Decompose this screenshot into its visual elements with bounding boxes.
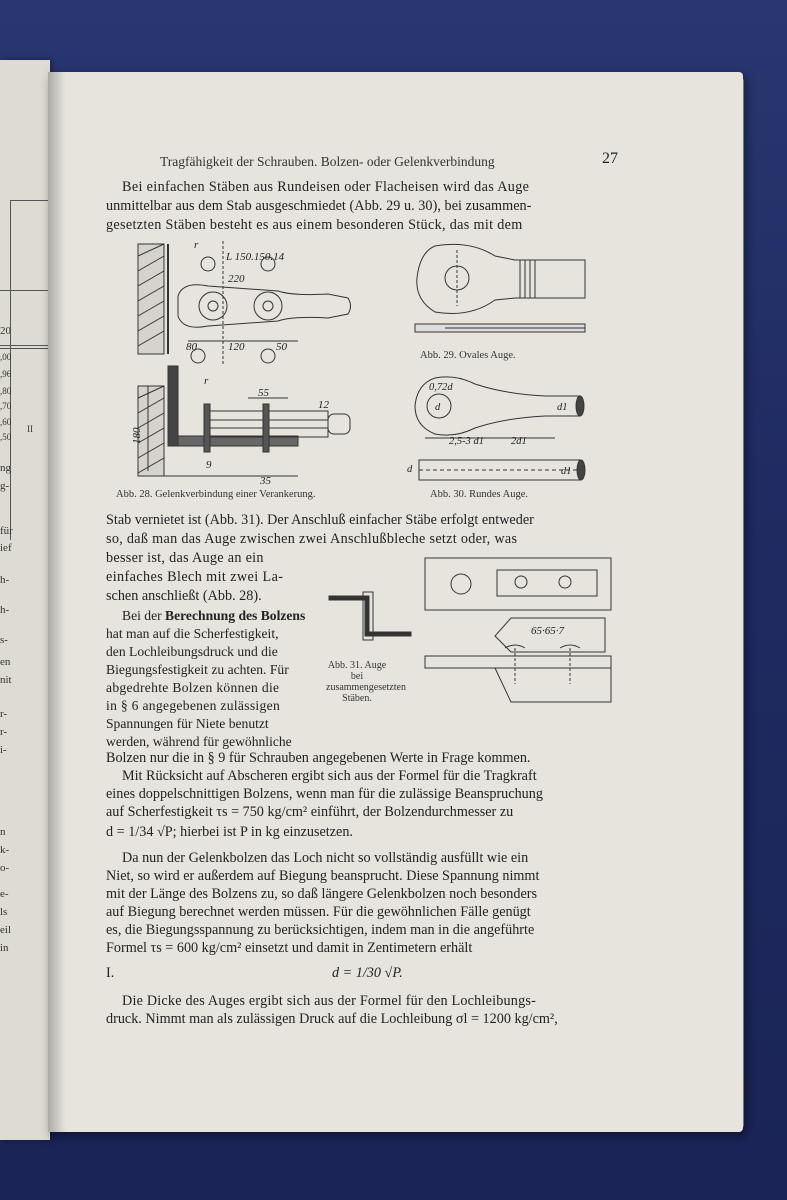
left-fragment: eil (0, 924, 11, 936)
text-line: auf Scherfestigkeit τs = 750 kg/cm² einführt, der Bolzendurchmesser zu (106, 804, 514, 820)
fig28-label: r (194, 239, 199, 251)
text-line: in § 6 angegebenen zulässigen (106, 698, 281, 713)
left-fragment: in (0, 942, 9, 954)
text-line: es, die Biegungsspannung zu berücksichtigen, indem man in die angeführte (106, 922, 535, 938)
fig28-label: 12 (318, 399, 329, 411)
left-page-edge (0, 60, 50, 1140)
text-line: Formel τs = 600 kg/cm² einsetzt und damit in Zentimetern erhält (106, 940, 473, 956)
figure-28-caption: Abb. 28. Gelenkverbindung einer Verankerung. (116, 489, 316, 500)
text-line: Da nun der Gelenkbolzen das Loch nicht so vollständig ausfüllt wie ein (122, 850, 529, 866)
text-line: druck. Nimmt man als zulässigen Druck auf die Lochleibung σl = 1200 kg/cm², (106, 1011, 558, 1027)
fig31-label: 65·65·7 (531, 625, 564, 637)
text-line: den Lochleibungsdruck und die (106, 644, 278, 659)
text-line: eines doppelschnittigen Bolzens, wenn man für die zulässige Beanspruchung (106, 786, 543, 802)
text-line: Niet, so wird er außerdem auf Biegung beansprucht. Diese Spannung nimmt (106, 868, 540, 884)
text-line: Biegungsfestigkeit zu achten. Für (106, 662, 289, 677)
left-fragment: k- (0, 844, 10, 856)
fig28-label: 50 (276, 341, 287, 353)
text-line: d = 1/34 √P; hierbei ist P in kg einzusetzen. (106, 824, 353, 840)
figure-30-caption: Abb. 30. Rundes Auge. (430, 489, 528, 500)
left-fragment: 20 (0, 325, 11, 337)
text-line: mit der Länge des Bolzens zu, so daß längere Gelenkbolzen noch besonders (106, 886, 538, 902)
fig28-label: 35 (260, 475, 271, 486)
fig28-label: 80 (186, 341, 197, 353)
left-fragment: ,96 (0, 369, 12, 379)
left-fragment: e- (0, 888, 9, 900)
table-rule (0, 290, 50, 291)
left-fragment: n (0, 826, 6, 838)
text-line: gesetzten Stäben besteht es aus einem besonderen Stück, das mit dem (106, 217, 523, 233)
text-line: besser ist, das Auge an ein (106, 550, 264, 566)
left-fragment: ief (0, 542, 12, 554)
text-line: unmittelbar aus dem Stab ausgeschmiedet (Abb. 29 u. 30), bei zusammen- (106, 198, 532, 214)
fig30-label: d1 (561, 466, 572, 477)
table-rule (10, 200, 50, 201)
fig28-label: 9 (206, 459, 212, 471)
text-line: Bei einfachen Stäben aus Rundeisen oder Flacheisen wird das Auge (122, 179, 530, 195)
text-line: so, daß man das Auge zwischen zwei Anschlußbleche setzt oder, was (106, 531, 518, 547)
fig28-label: 180 (131, 427, 143, 444)
text-line: Stab vernietet ist (Abb. 31). Der Anschluß einfacher Stäbe erfolgt entweder (106, 512, 534, 528)
left-fragment: h- (0, 604, 10, 616)
fig28-label: 55 (258, 387, 269, 399)
left-fragment: für (0, 525, 13, 537)
fig28-label: 220 (228, 273, 245, 285)
table-rule (0, 348, 50, 349)
left-fragment: ,80 (0, 386, 12, 396)
text-line: Spannungen für Niete benutzt (106, 716, 269, 731)
figure-31-caption: Abb. 31. Auge bei zusammengesetzten Stäben. (326, 660, 406, 704)
left-fragment: ,00 (0, 352, 12, 362)
left-fragment: o- (0, 862, 10, 874)
text-line: schen anschließt (Abb. 28). (106, 588, 262, 604)
emphasis-text: Berechnung des Bolzens (165, 608, 306, 623)
formula: d = 1/30 √P. (332, 965, 403, 981)
fig30-label: 0,72d (429, 382, 453, 393)
left-fragment: ls (0, 906, 8, 918)
left-fragment: r- (0, 708, 8, 720)
fig30-label: d (407, 464, 413, 475)
text-span: Bei der (122, 608, 166, 623)
fig30-label: 2,5-3 d1 (449, 436, 484, 447)
text-line: abgedrehte Bolzen können die (106, 680, 280, 695)
figure-28-drawing (128, 236, 388, 486)
text-line: hat man auf die Scherfestigkeit, (106, 626, 279, 641)
page-number: 27 (602, 150, 618, 167)
left-fragment: i- (0, 744, 7, 756)
left-fragment: nit (0, 674, 12, 686)
left-fragment: ,60 (0, 417, 12, 427)
left-fragment: ng (0, 462, 11, 474)
left-fragment: ,50 (0, 432, 12, 442)
left-fragment: s- (0, 634, 8, 646)
left-fragment: g- (0, 480, 10, 492)
left-fragment: ,70 (0, 401, 12, 411)
text-line: werden, während für gewöhnliche (106, 734, 292, 749)
fig28-label: L 150.150.14 (226, 251, 285, 263)
figure-29-drawing (395, 238, 595, 346)
figure-29-caption: Abb. 29. Ovales Auge. (420, 350, 516, 361)
left-fragment: en (0, 656, 11, 668)
left-fragment: r- (0, 726, 8, 738)
fig30-label: 2d1 (511, 436, 527, 447)
figure-30-drawing (395, 372, 595, 490)
left-fragment: h- (0, 574, 10, 586)
text-line: Mit Rücksicht auf Abscheren ergibt sich aus der Formel für die Tragkraft (122, 768, 537, 784)
formula-number: I. (106, 965, 115, 981)
text-line: einfaches Blech mit zwei La- (106, 569, 284, 585)
fig28-label: r (204, 375, 209, 387)
fig30-label: d (435, 402, 441, 413)
fig28-label: 120 (228, 341, 245, 353)
text-line: auf Biegung berechnet werden müssen. Für die gewöhnlichen Fälle genügt (106, 904, 531, 920)
fig30-label: d1 (557, 402, 568, 413)
running-header: Tragfähigkeit der Schrauben. Bolzen- oder Gelenkverbindung (160, 154, 495, 169)
text-line: Die Dicke des Auges ergibt sich aus der Formel für den Lochleibungs- (122, 993, 537, 1009)
text-line: Bolzen nur die in § 9 für Schrauben angegebenen Werte in Frage kommen. (106, 750, 531, 766)
text-line (122, 606, 305, 626)
table-rule (0, 345, 50, 346)
left-fragment: II (27, 424, 33, 434)
page-gutter-shadow (48, 72, 66, 1132)
